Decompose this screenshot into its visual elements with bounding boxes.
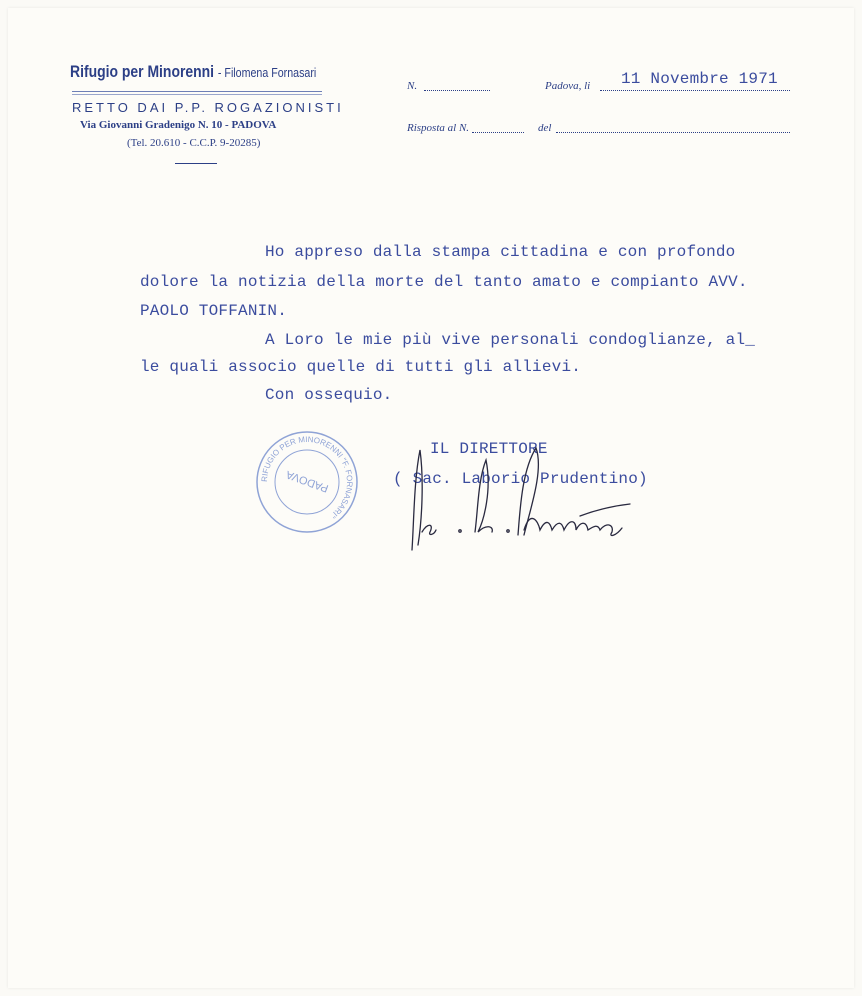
reply-label: Risposta al N. [407,122,470,134]
letterhead-managed-by: RETTO DAI P.P. ROGAZIONISTI [72,100,344,115]
letterhead-ornament [175,163,217,164]
body-line: Con ossequio. [265,386,393,404]
letterhead-title [70,62,316,82]
body-line: PAOLO TOFFANIN. [140,302,288,320]
institution-stamp [255,430,359,534]
svg-text:PADOVA: PADOVA [284,467,331,495]
body-line: A Loro le mie più vive personali condoglianze, al_ [265,331,756,349]
handwritten-signature [400,440,640,560]
del-label: del [538,122,552,134]
letterhead-rule [72,91,322,92]
closing-title: IL DIRETTORE [430,440,548,458]
letterhead-rule [72,94,322,95]
number-line [424,90,490,91]
reply-line [472,132,524,133]
del-line [556,132,790,133]
svg-text:RIFUGIO PER MINORENNI "F. FORN: RIFUGIO PER MINORENNI "F. FORNASARI" [259,434,355,521]
body-line: le quali associo quelle di tutti gli allievi. [140,358,582,376]
closing-name: ( Sac. Laborio Prudentino) [393,470,648,488]
institution-name: Rifugio per Minorenni [70,62,215,81]
institution-suffix: - Filomena Fornasari [217,65,317,80]
body-line: Ho appreso dalla stampa cittadina e con profondo [265,243,736,261]
letter-date: 11 Novembre 1971 [621,70,778,88]
date-line [600,90,790,91]
place-label: Padova, li [545,80,591,92]
number-label: N. [407,80,418,92]
body-line: dolore la notizia della morte del tanto amato e compianto AVV. [140,273,748,291]
letterhead-address: Via Giovanni Gradenigo N. 10 - PADOVA [80,119,277,131]
letterhead-contacts: (Tel. 20.610 - C.C.P. 9-20285) [127,137,261,149]
